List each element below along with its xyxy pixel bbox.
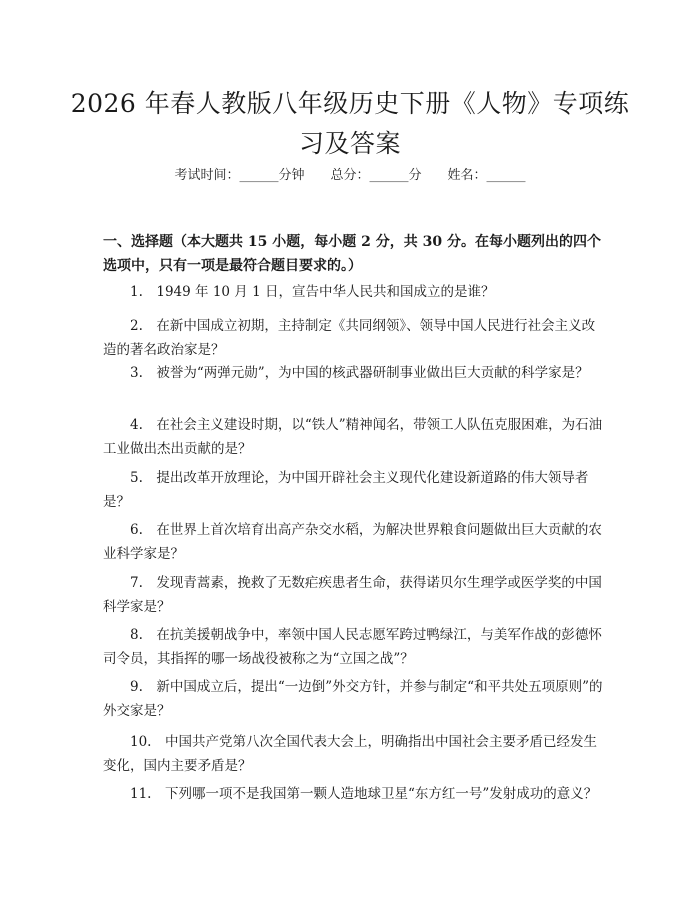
question-7: 7. 发现青蒿素，挽救了无数疟疾患者生命，获得诺贝尔生理学或医学奖的中国科学家是？ xyxy=(103,575,602,615)
section-heading: 一、选择题（本大题共 15 小题，每小题 2 分，共 30 分。在每小题列出的四个选项中，只有一项是最符合题目要求的。） xyxy=(103,234,601,274)
question-5: 5. 提出改革开放理论，为中国开辟社会主义现代化建设新道路的伟大领导者是？ xyxy=(103,470,589,510)
document-title: 2026 年春人教版八年级历史下册《人物》专项练习及答案 xyxy=(70,89,630,158)
question-1: 1. 1949 年 10 月 1 日，宣告中华人民共和国成立的是谁？ xyxy=(130,284,495,300)
question-4: 4. 在社会主义建设时期，以“铁人”精神闻名，带领工人队伍克服困难，为石油工业做出杰出贡献的是？ xyxy=(103,417,603,457)
question-8: 8. 在抗美援朝战争中，率领中国人民志愿军跨过鸭绿江，与美军作战的彭德怀司令员，其指挥的哪一场战役被称之为“立国之战”？ xyxy=(103,627,602,667)
question-6: 6. 在世界上首次培育出高产杂交水稻，为解决世界粮食问题做出巨大贡献的农业科学家是？ xyxy=(103,522,602,562)
exam-info-line: 考试时间：______分钟 总分：______分 姓名：______ xyxy=(174,168,526,183)
question-10: 10. 中国共产党第八次全国代表大会上，明确指出中国社会主要矛盾已经发生变化，国内主要矛盾是？ xyxy=(103,734,597,774)
question-2: 2. 在新中国成立初期，主持制定《共同纲领》、领导中国人民进行社会主义改造的著名政治家是？ xyxy=(103,318,596,358)
question-11: 11. 下列哪一项不是我国第一颗人造地球卫星“东方红一号”发射成功的意义？ xyxy=(130,786,598,802)
question-9: 9. 新中国成立后，提出“一边倒”外交方针，并参与制定“和平共处五项原则”的外交家是？ xyxy=(103,679,603,719)
question-3: 3. 被誉为“两弹元勋”，为中国的核武器研制事业做出巨大贡献的科学家是？ xyxy=(130,365,589,381)
